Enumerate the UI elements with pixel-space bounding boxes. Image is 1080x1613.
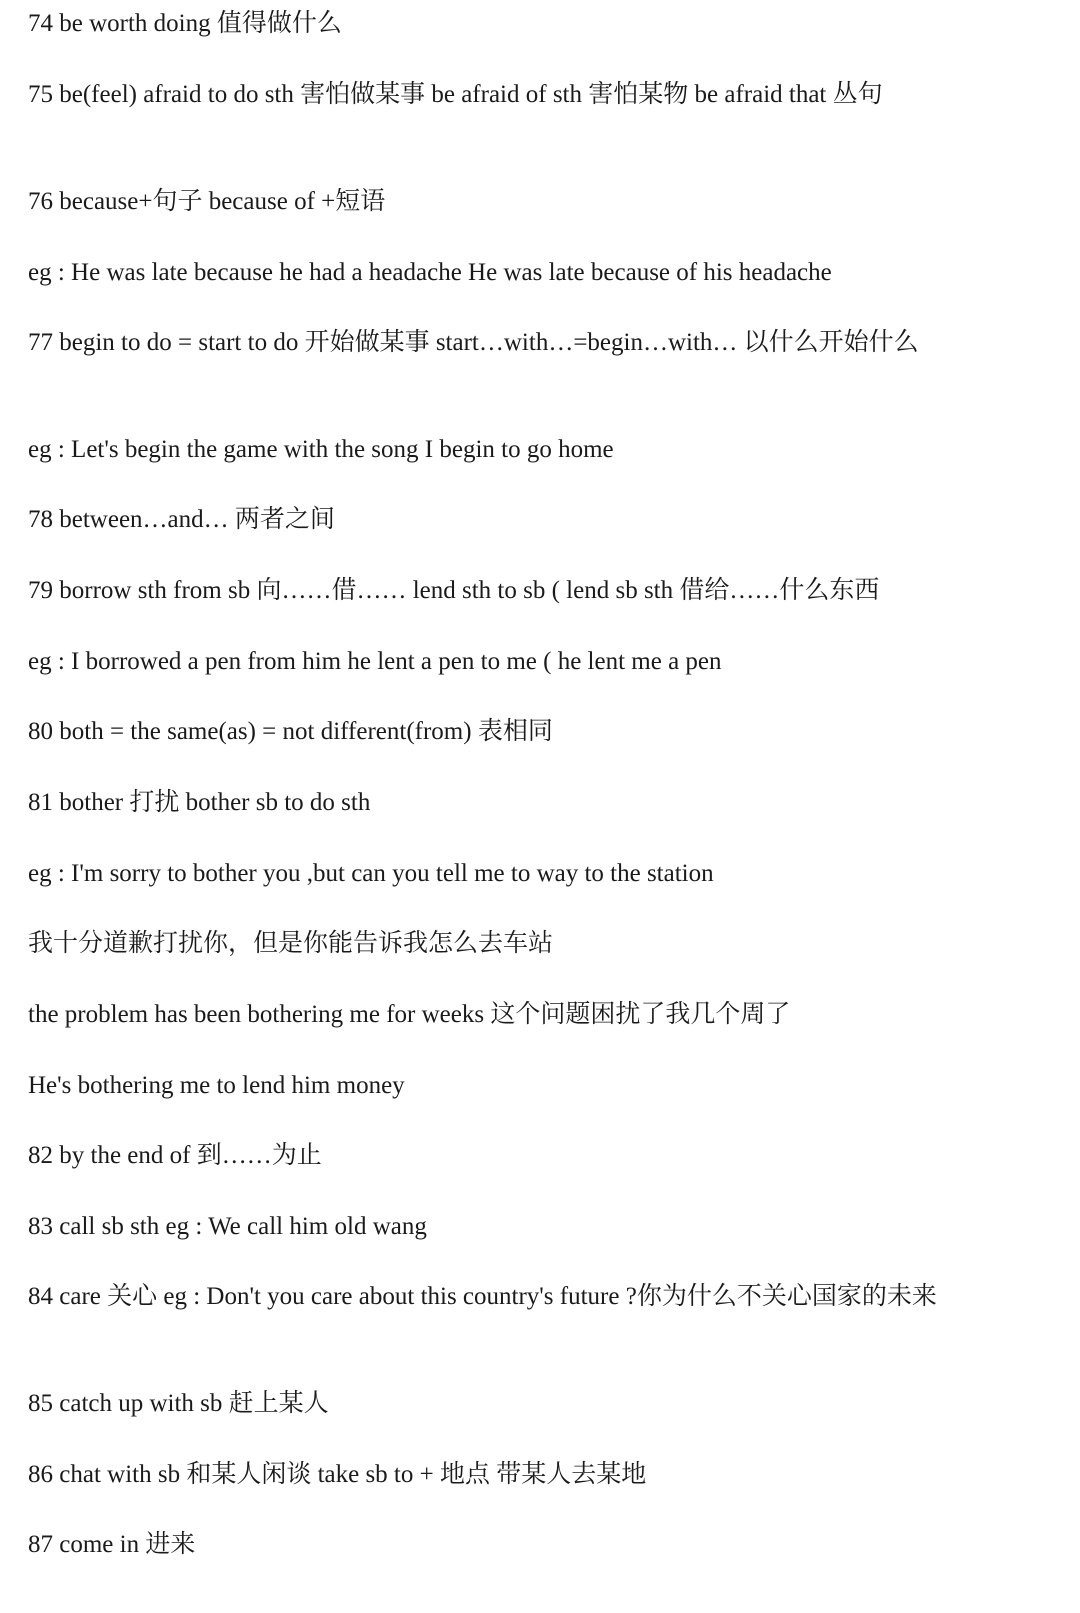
- example-81: eg : I'm sorry to bother you ,but can you tell me to way to the station: [28, 860, 714, 887]
- entry-83: 83 call sb sth eg : We call him old wang: [28, 1213, 427, 1240]
- example-77: eg : Let's begin the game with the song I begin to go home: [28, 436, 614, 463]
- entry-74: 74 be worth doing 值得做什么: [28, 10, 342, 37]
- entry-75: 75 be(feel) afraid to do sth 害怕做某事 be afraid of sth 害怕某物 be afraid that 丛句: [28, 81, 883, 108]
- entry-82: 82 by the end of 到……为止: [28, 1142, 322, 1169]
- example-79: eg : I borrowed a pen from him he lent a pen to me ( he lent me a pen: [28, 648, 722, 675]
- example-81-b: the problem has been bothering me for weeks 这个问题困扰了我几个周了: [28, 1001, 791, 1028]
- entry-79: 79 borrow sth from sb 向……借…… lend sth to sb ( lend sb sth 借给……什么东西: [28, 577, 880, 604]
- example-81-c: He's bothering me to lend him money: [28, 1072, 405, 1099]
- entry-76: 76 because+句子 because of +短语: [28, 188, 386, 215]
- entry-78: 78 between…and… 两者之间: [28, 506, 335, 533]
- entry-77: 77 begin to do = start to do 开始做某事 start…with…=begin…with… 以什么开始什么: [28, 329, 919, 356]
- entry-80: 80 both = the same(as) = not different(from) 表相同: [28, 718, 553, 745]
- entry-86: 86 chat with sb 和某人闲谈 take sb to + 地点 带某人去某地: [28, 1461, 647, 1488]
- example-76: eg : He was late because he had a headache He was late because of his headache: [28, 259, 832, 286]
- entry-87: 87 come in 进来: [28, 1531, 196, 1558]
- entry-85: 85 catch up with sb 赶上某人: [28, 1390, 329, 1417]
- example-81-translation: 我十分道歉打扰你，但是你能告诉我怎么去车站: [28, 930, 554, 957]
- entry-84: 84 care 关心 eg : Don't you care about this country's future ?你为什么不关心国家的未来: [28, 1283, 937, 1310]
- entry-81: 81 bother 打扰 bother sb to do sth: [28, 789, 371, 816]
